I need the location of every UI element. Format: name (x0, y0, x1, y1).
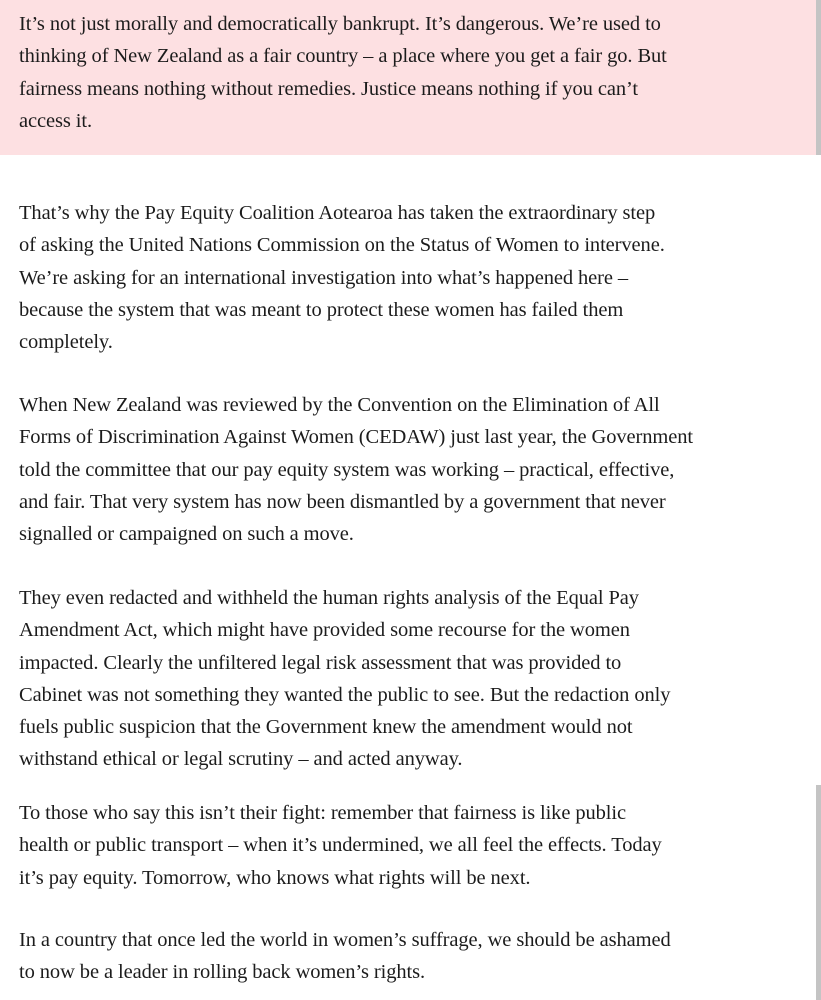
callout-text (19, 8, 667, 137)
text-line: health or public transport – when it’s undermined, we all feel the effects. Today (19, 834, 662, 857)
text-line: When New Zealand was reviewed by the Convention on the Elimination of All (19, 394, 660, 416)
scrollbar-thumb[interactable] (816, 785, 821, 1000)
text-line: to now be a leader in rolling back women’s rights. (19, 961, 426, 984)
article-paragraph (19, 389, 693, 550)
text-line: signalled or campaigned on such a move. (19, 523, 354, 546)
text-line: access it. (19, 109, 92, 132)
pull-quote-callout (0, 0, 816, 155)
article-paragraph (19, 797, 662, 894)
text-line: Cabinet was not something they wanted the public to see. But the redaction only (19, 683, 671, 706)
callout-edge (816, 0, 821, 155)
article-paragraph (19, 582, 670, 776)
text-line: impacted. Clearly the unfiltered legal risk assessment that was provided to (19, 651, 622, 674)
text-line: fuels public suspicion that the Government knew the amendment would not (19, 716, 633, 739)
text-line: told the committee that our pay equity system was working – practical, effective, (19, 458, 675, 481)
text-line: completely. (19, 331, 113, 354)
text-line: That’s why the Pay Equity Coalition Aotearoa has taken the extraordinary step (19, 202, 656, 224)
text-line: and fair. That very system has now been dismantled by a government that never (19, 490, 666, 513)
text-line: Forms of Discrimination Against Women (CEDAW) just last year, the Government (19, 426, 693, 449)
article-paragraph (19, 197, 665, 358)
text-line: It’s not just morally and democratically bankrupt. It’s dangerous. We’re used to (19, 13, 661, 35)
text-line: it’s pay equity. Tomorrow, who knows what rights will be next. (19, 866, 531, 889)
text-line: because the system that was meant to protect these women has failed them (19, 298, 624, 321)
text-line: To those who say this isn’t their fight: remember that fairness is like public (19, 802, 626, 824)
text-line: We’re asking for an international investigation into what’s happened here – (19, 266, 629, 289)
article-paragraph (19, 924, 671, 989)
text-line: They even redacted and withheld the human rights analysis of the Equal Pay (19, 587, 639, 609)
text-line: withstand ethical or legal scrutiny – and acted anyway. (19, 748, 463, 771)
text-line: of asking the United Nations Commission on the Status of Women to intervene. (19, 234, 665, 257)
text-line: fairness means nothing without remedies. Justice means nothing if you can’t (19, 77, 638, 100)
text-line: thinking of New Zealand as a fair country – a place where you get a fair go. But (19, 45, 667, 68)
text-line: Amendment Act, which might have provided some recourse for the women (19, 619, 630, 642)
text-line: In a country that once led the world in women’s suffrage, we should be ashamed (19, 929, 671, 951)
